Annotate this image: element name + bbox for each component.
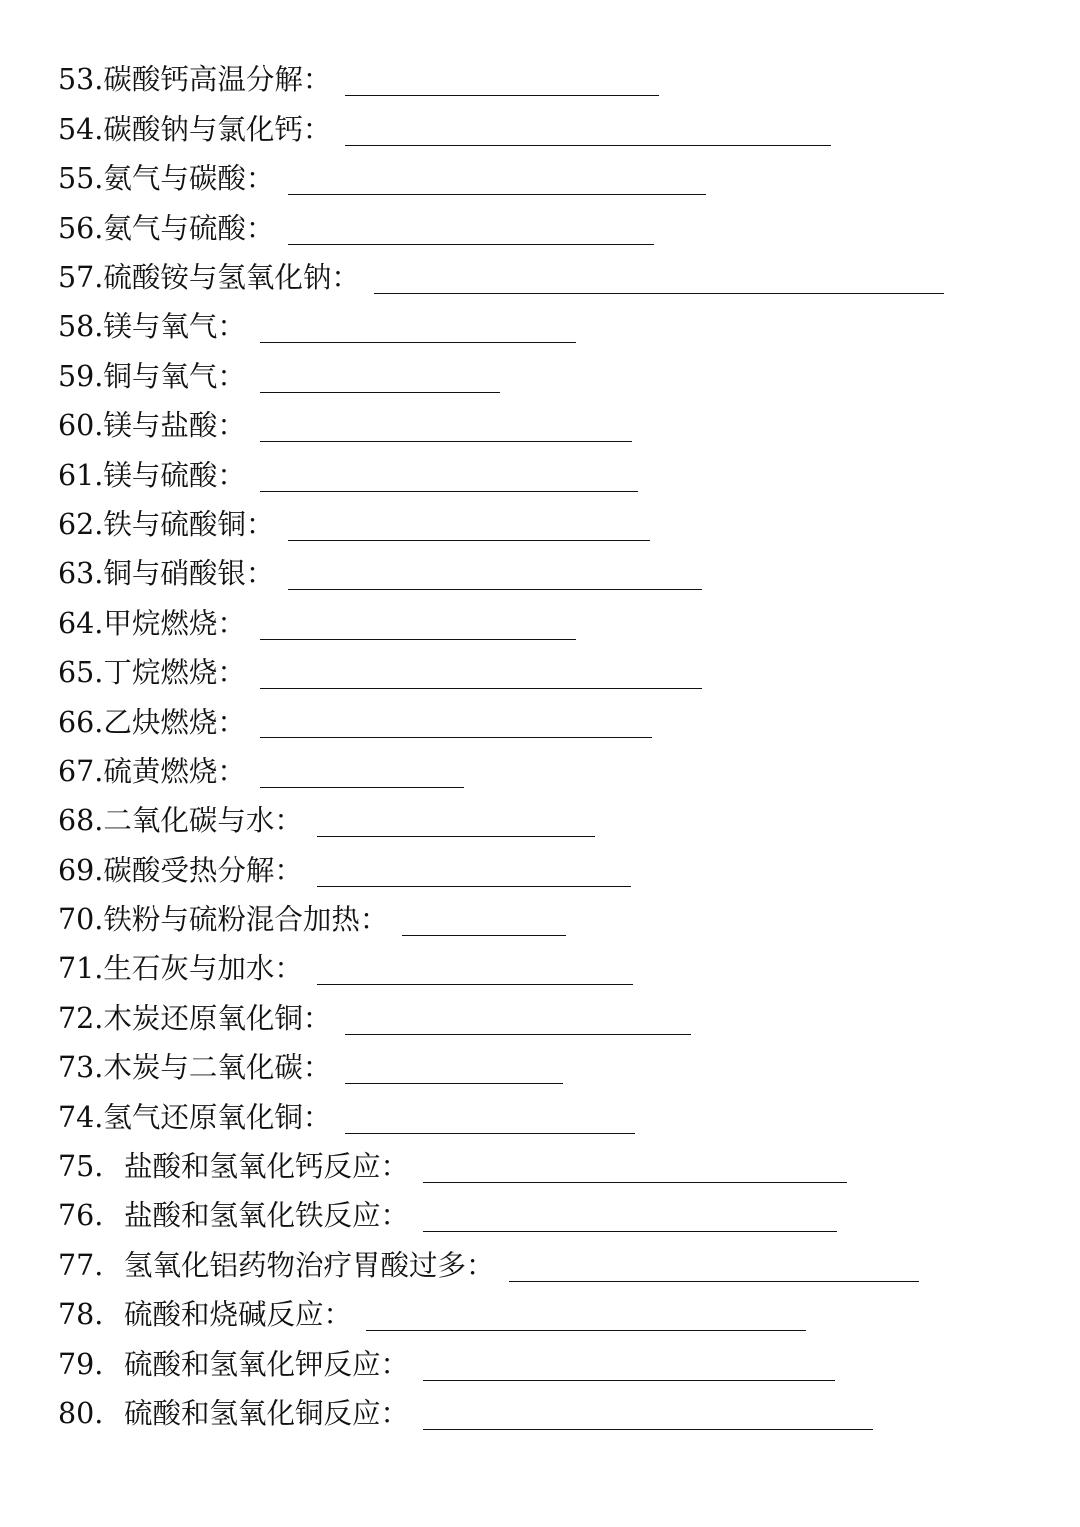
question-text: 盐酸和氢氧化铁反应： — [124, 1199, 410, 1233]
question-number: 62. — [58, 507, 104, 541]
question-text: 氢气还原氧化铜： — [103, 1100, 332, 1134]
question-number: 57. — [58, 261, 104, 294]
question-number: 80. — [58, 1396, 104, 1430]
question-number: 63. — [58, 557, 104, 591]
question-text: 镁与硫酸： — [103, 458, 246, 492]
question-58 — [58, 303, 1060, 352]
question-text: 氢氧化铝药物治疗胃酸过多： — [124, 1248, 495, 1282]
question-64 — [58, 599, 1060, 648]
question-55 — [58, 155, 1060, 204]
question-75 — [58, 1143, 1060, 1192]
question-text: 铜与硝酸银： — [103, 557, 275, 591]
question-73 — [58, 1044, 1060, 1093]
question-text: 氨气与碳酸： — [103, 162, 275, 196]
question-text: 丁烷燃烧： — [103, 656, 246, 690]
answer-blank[interactable] — [260, 637, 576, 640]
question-text: 生石灰与加水： — [103, 952, 303, 986]
question-70 — [58, 896, 1060, 945]
question-number: 61. — [58, 458, 104, 492]
question-number: 73. — [58, 1051, 104, 1085]
question-71 — [58, 945, 1060, 994]
question-text: 硫酸和氢氧化铜反应： — [124, 1396, 410, 1430]
question-number: 75. — [58, 1150, 104, 1184]
question-list — [58, 56, 1060, 1439]
answer-blank[interactable] — [288, 192, 706, 195]
question-number: 64. — [58, 606, 104, 640]
question-text: 硫酸和烧碱反应： — [124, 1298, 353, 1332]
question-53 — [58, 56, 1060, 105]
answer-blank[interactable] — [260, 489, 638, 492]
question-63 — [58, 550, 1060, 599]
question-76 — [58, 1192, 1060, 1241]
question-number: 70. — [58, 903, 104, 937]
question-72 — [58, 994, 1060, 1043]
answer-blank[interactable] — [317, 834, 595, 837]
question-number: 78. — [58, 1298, 104, 1332]
question-text: 碳酸钙高温分解： — [103, 63, 332, 97]
question-79 — [58, 1340, 1060, 1389]
question-text: 氨气与硫酸： — [103, 211, 275, 245]
question-number: 55. — [58, 162, 104, 196]
question-text: 铁粉与硫粉混合加热： — [103, 903, 389, 937]
question-56 — [58, 204, 1060, 253]
question-number: 71. — [58, 952, 104, 986]
answer-blank[interactable] — [423, 1378, 835, 1381]
answer-blank[interactable] — [423, 1180, 847, 1183]
answer-blank[interactable] — [345, 93, 659, 96]
question-80 — [58, 1390, 1060, 1439]
question-text: 木炭还原氧化铜： — [103, 1001, 332, 1035]
answer-blank[interactable] — [345, 1032, 691, 1035]
question-text: 盐酸和氢氧化钙反应： — [124, 1150, 410, 1184]
question-number: 74. — [58, 1100, 104, 1134]
answer-blank[interactable] — [345, 1131, 635, 1134]
question-text: 甲烷燃烧： — [103, 606, 246, 640]
question-61 — [58, 451, 1060, 500]
question-text: 乙炔燃烧： — [103, 705, 246, 739]
answer-blank[interactable] — [260, 340, 576, 343]
question-number: 53. — [58, 63, 104, 97]
question-number: 58. — [58, 310, 104, 344]
question-60 — [58, 402, 1060, 451]
question-text: 二氧化碳与水： — [103, 804, 303, 838]
question-57 — [58, 254, 1060, 303]
question-text: 硫酸铵与氢氧化钠： — [103, 261, 360, 294]
answer-blank[interactable] — [288, 587, 702, 590]
question-number: 56. — [58, 211, 104, 245]
answer-blank[interactable] — [288, 538, 650, 541]
question-number: 60. — [58, 409, 104, 443]
question-text: 硫酸和氢氧化钾反应： — [124, 1347, 410, 1381]
question-text: 碳酸钠与氯化钙： — [103, 112, 332, 146]
question-number: 77. — [58, 1248, 104, 1282]
answer-blank[interactable] — [260, 390, 500, 393]
question-number: 76. — [58, 1199, 104, 1233]
answer-blank[interactable] — [345, 1081, 563, 1084]
answer-blank[interactable] — [374, 291, 944, 294]
question-number: 72. — [58, 1001, 104, 1035]
answer-blank[interactable] — [288, 242, 654, 245]
question-62 — [58, 501, 1060, 550]
question-67 — [58, 747, 1060, 796]
answer-blank[interactable] — [317, 982, 633, 985]
question-text: 碳酸受热分解： — [103, 853, 303, 887]
answer-blank[interactable] — [345, 143, 831, 146]
answer-blank[interactable] — [317, 884, 631, 887]
question-54 — [58, 105, 1060, 154]
question-number: 54. — [58, 112, 104, 146]
question-69 — [58, 846, 1060, 895]
question-number: 79. — [58, 1347, 104, 1381]
answer-blank[interactable] — [260, 735, 652, 738]
question-text: 木炭与二氧化碳： — [103, 1051, 332, 1085]
answer-blank[interactable] — [366, 1328, 806, 1331]
question-66 — [58, 698, 1060, 747]
question-text: 铁与硫酸铜： — [103, 507, 275, 541]
question-78 — [58, 1291, 1060, 1340]
question-text: 镁与盐酸： — [103, 409, 246, 443]
question-74 — [58, 1093, 1060, 1142]
question-65 — [58, 649, 1060, 698]
answer-blank[interactable] — [509, 1279, 919, 1282]
answer-blank[interactable] — [423, 1427, 873, 1430]
question-text: 铜与氧气： — [103, 359, 246, 393]
question-number: 65. — [58, 656, 104, 690]
question-number: 66. — [58, 705, 104, 739]
answer-blank[interactable] — [423, 1229, 837, 1232]
answer-blank[interactable] — [402, 933, 566, 936]
question-number: 59. — [58, 359, 104, 393]
question-text: 镁与氧气： — [103, 310, 246, 344]
question-number: 67. — [58, 754, 104, 788]
answer-blank[interactable] — [260, 785, 464, 788]
answer-blank[interactable] — [260, 686, 702, 689]
question-68 — [58, 797, 1060, 846]
question-number: 69. — [58, 853, 104, 887]
question-text: 硫黄燃烧： — [103, 754, 246, 788]
answer-blank[interactable] — [260, 439, 632, 442]
question-59 — [58, 352, 1060, 401]
question-77 — [58, 1241, 1060, 1290]
question-number: 68. — [58, 804, 104, 838]
